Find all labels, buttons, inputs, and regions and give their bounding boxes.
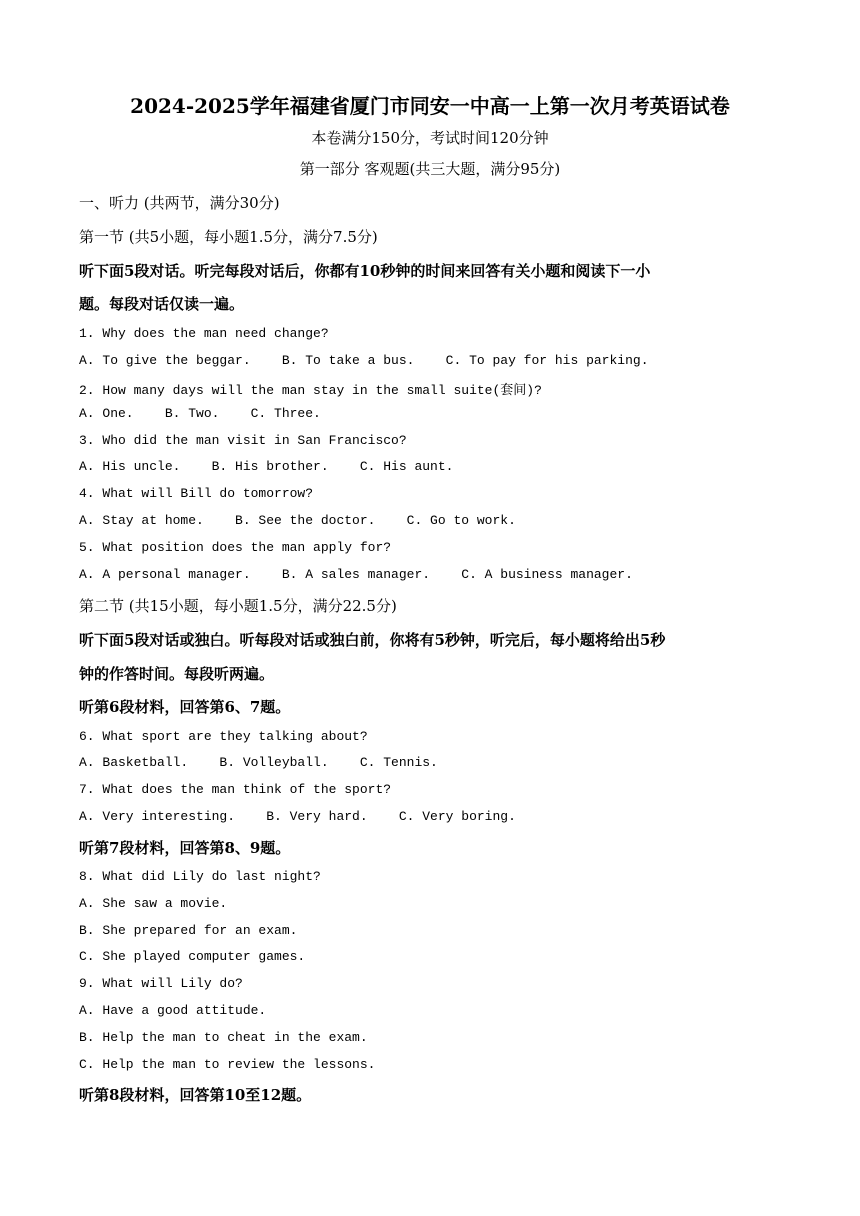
section-two-instruction-line2: 钟的作答时间。每段听两遍。	[79, 665, 275, 683]
score-time-note: 本卷满分150分，考试时间120分钟	[311, 129, 549, 147]
question-1-options: A. To give the beggar. B. To take a bus. C. To pay for his parking.	[79, 353, 649, 368]
question-3-options: A. His uncle. B. His brother. C. His aunt.	[79, 459, 454, 474]
section-one-heading: 第一节 (共5小题，每小题1.5分，满分7.5分)	[79, 228, 378, 246]
question-7-options: A. Very interesting. B. Very hard. C. Very boring.	[79, 809, 516, 824]
section-one-instruction-line2: 题。每段对话仅读一遍。	[79, 295, 245, 313]
question-8-stem: 8. What did Lily do last night?	[79, 869, 321, 884]
question-8-option-c: C. She played computer games.	[79, 949, 306, 964]
question-6-stem: 6. What sport are they talking about?	[79, 729, 368, 744]
part-one-heading: 第一部分 客观题(共三大题，满分95分)	[299, 160, 561, 178]
question-5-options: A. A personal manager. B. A sales manager. C. A business manager.	[79, 567, 633, 582]
question-7-stem: 7. What does the man think of the sport?	[79, 782, 392, 797]
question-3-stem: 3. Who did the man visit in San Francisco?	[79, 433, 407, 448]
question-4-options: A. Stay at home. B. See the doctor. C. Go to work.	[79, 513, 516, 528]
material-8-heading: 听第8段材料，回答第10至12题。	[79, 1086, 312, 1104]
question-9-option-c: C. Help the man to review the lessons.	[79, 1057, 376, 1072]
question-5-stem: 5. What position does the man apply for?	[79, 540, 392, 555]
question-2-options: A. One. B. Two. C. Three.	[79, 406, 321, 421]
question-9-stem: 9. What will Lily do?	[79, 976, 243, 991]
question-9-option-b: B. Help the man to cheat in the exam.	[79, 1030, 368, 1045]
question-1-stem: 1. Why does the man need change?	[79, 326, 329, 341]
section-one-instruction-line1: 听下面5段对话。听完每段对话后，你都有10秒钟的时间来回答有关小题和阅读下一小	[79, 262, 651, 280]
listening-heading: 一、听力 (共两节，满分30分)	[79, 194, 280, 212]
section-two-heading: 第二节 (共15小题，每小题1.5分，满分22.5分)	[79, 597, 397, 615]
question-6-options: A. Basketball. B. Volleyball. C. Tennis.	[79, 755, 438, 770]
question-8-option-a: A. She saw a movie.	[79, 896, 228, 911]
material-6-heading: 听第6段材料，回答第6、7题。	[79, 698, 291, 716]
material-7-heading: 听第7段材料，回答第8、9题。	[79, 839, 291, 857]
page-title: 2024-2025学年福建省厦门市同安一中高一上第一次月考英语试卷	[130, 94, 730, 118]
question-4-stem: 4. What will Bill do tomorrow?	[79, 486, 314, 501]
question-9-option-a: A. Have a good attitude.	[79, 1003, 267, 1018]
question-8-option-b: B. She prepared for an exam.	[79, 923, 298, 938]
question-2-stem: 2. How many days will the man stay in the small suite(套间)?	[79, 383, 542, 398]
section-two-instruction-line1: 听下面5段对话或独白。听每段对话或独白前，你将有5秒钟，听完后，每小题将给出5秒	[79, 631, 666, 649]
